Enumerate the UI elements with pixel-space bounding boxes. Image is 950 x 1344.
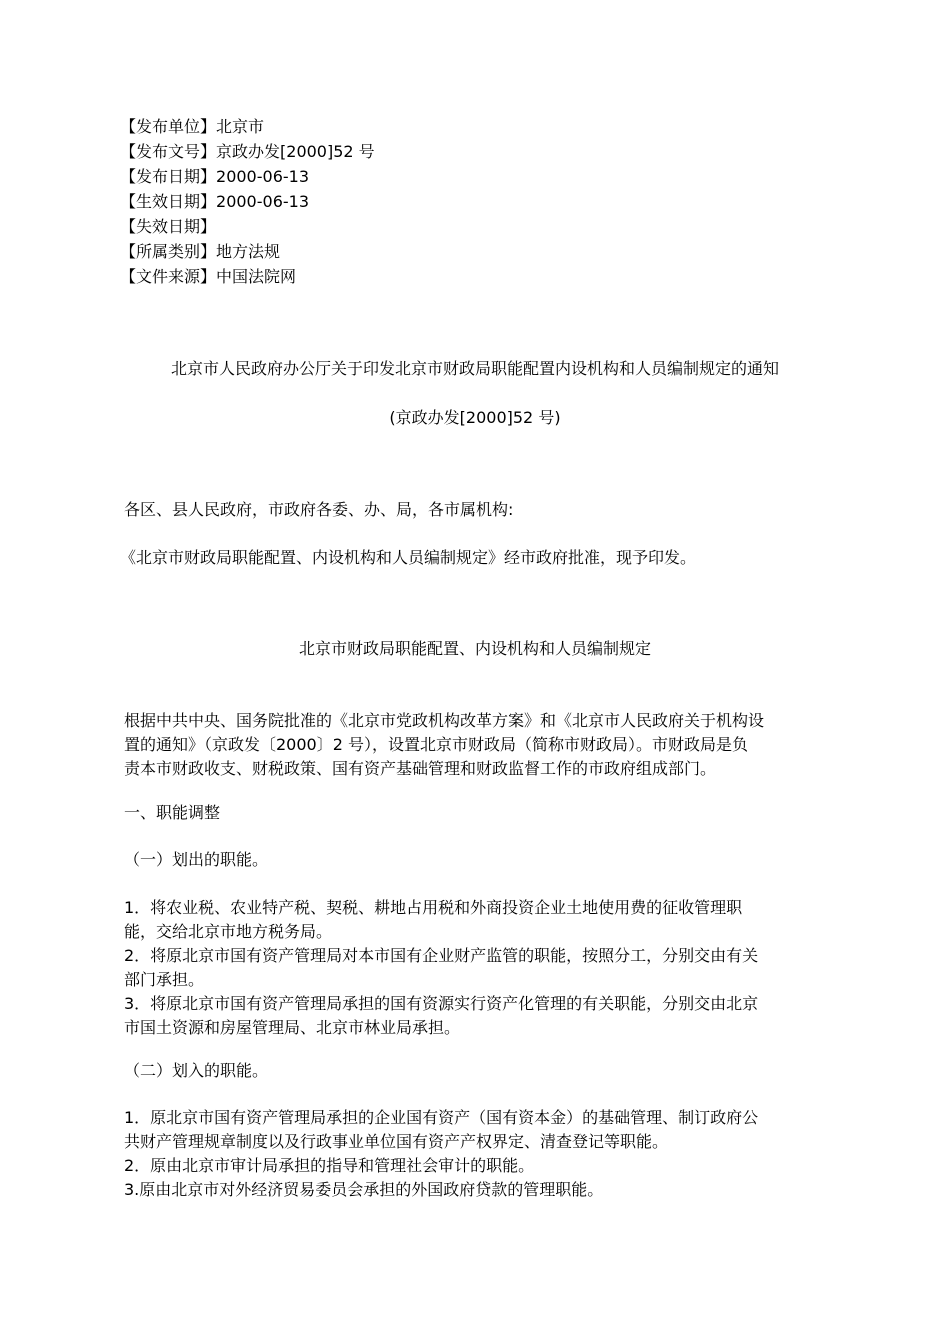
text-line: 共财产管理规章制度以及行政事业单位国有资产产权界定、清查登记等职能。 <box>124 1132 669 1151</box>
text-line: 市国土资源和房屋管理局、北京市林业局承担。 <box>124 1018 461 1037</box>
text-line: 2．将原北京市国有资产管理局对本市国有企业财产监管的职能，按照分工，分别交由有关 <box>124 946 759 965</box>
text-line: 1．将农业税、农业特产税、契税、耕地占用税和外商投资企业土地使用费的征收管理职 <box>124 898 743 917</box>
metadata-block <box>120 114 375 289</box>
text-line: 2．原由北京市审计局承担的指导和管理社会审计的职能。 <box>124 1156 535 1175</box>
subsection-heading: （二）划入的职能。 <box>124 1061 269 1080</box>
meta-key: 【发布单位】 <box>120 117 217 136</box>
subsection-items <box>124 896 830 1040</box>
meta-row <box>120 189 375 214</box>
meta-value: 中国法院网 <box>216 267 297 286</box>
notice-text: 《北京市财政局职能配置、内设机构和人员编制规定》经市政府批准，现予印发。 <box>120 548 697 567</box>
text-line: 3.原由北京市对外经济贸易委员会承担的外国政府贷款的管理职能。 <box>124 1180 604 1199</box>
meta-key: 【失效日期】 <box>120 217 217 236</box>
meta-value: 北京市 <box>216 117 265 136</box>
meta-row <box>120 114 375 139</box>
text-line: 能，交给北京市地方税务局。 <box>124 922 333 941</box>
text-line: 置的通知》（京政发〔2000〕2 号），设置北京市财政局（简称市财政局）。市财政局是负 <box>124 735 748 754</box>
text-line: 1．原北京市国有资产管理局承担的企业国有资产（国有资本金）的基础管理、制订政府公 <box>124 1108 759 1127</box>
meta-value: 2000-06-13 <box>216 192 309 211</box>
subsection-heading: （一）划出的职能。 <box>124 850 269 869</box>
addressee: 各区、县人民政府，市政府各委、办、局，各市属机构: <box>124 500 514 519</box>
meta-value: 地方法规 <box>216 242 281 261</box>
meta-row <box>120 214 375 239</box>
subsection-items <box>124 1106 830 1202</box>
text-line: 3．将原北京市国有资产管理局承担的国有资源实行资产化管理的有关职能，分别交由北京 <box>124 994 759 1013</box>
meta-value: 2000-06-13 <box>216 167 309 186</box>
document-title: 北京市人民政府办公厅关于印发北京市财政局职能配置内设机构和人员编制规定的通知 <box>170 359 779 378</box>
intro-paragraph <box>124 709 830 781</box>
meta-key: 【发布日期】 <box>120 167 217 186</box>
regulation-subtitle: 北京市财政局职能配置、内设机构和人员编制规定 <box>298 639 651 658</box>
text-line: 根据中共中央、国务院批准的《北京市党政机构改革方案》和《北京市人民政府关于机构设 <box>124 711 765 730</box>
meta-key: 【生效日期】 <box>120 192 217 211</box>
text-line: 部门承担。 <box>124 970 205 989</box>
meta-key: 【所属类别】 <box>120 242 217 261</box>
meta-key: 【文件来源】 <box>120 267 217 286</box>
document-number: (京政办发[2000]52 号) <box>389 408 561 427</box>
meta-row <box>120 264 375 289</box>
meta-value: 京政办发[2000]52 号 <box>216 142 375 161</box>
text-line: 责本市财政收支、财税政策、国有资产基础管理和财政监督工作的市政府组成部门。 <box>124 759 717 778</box>
meta-row <box>120 139 375 164</box>
section-heading: 一、职能调整 <box>124 803 221 822</box>
meta-row <box>120 239 375 264</box>
meta-key: 【发布文号】 <box>120 142 217 161</box>
meta-row <box>120 164 375 189</box>
